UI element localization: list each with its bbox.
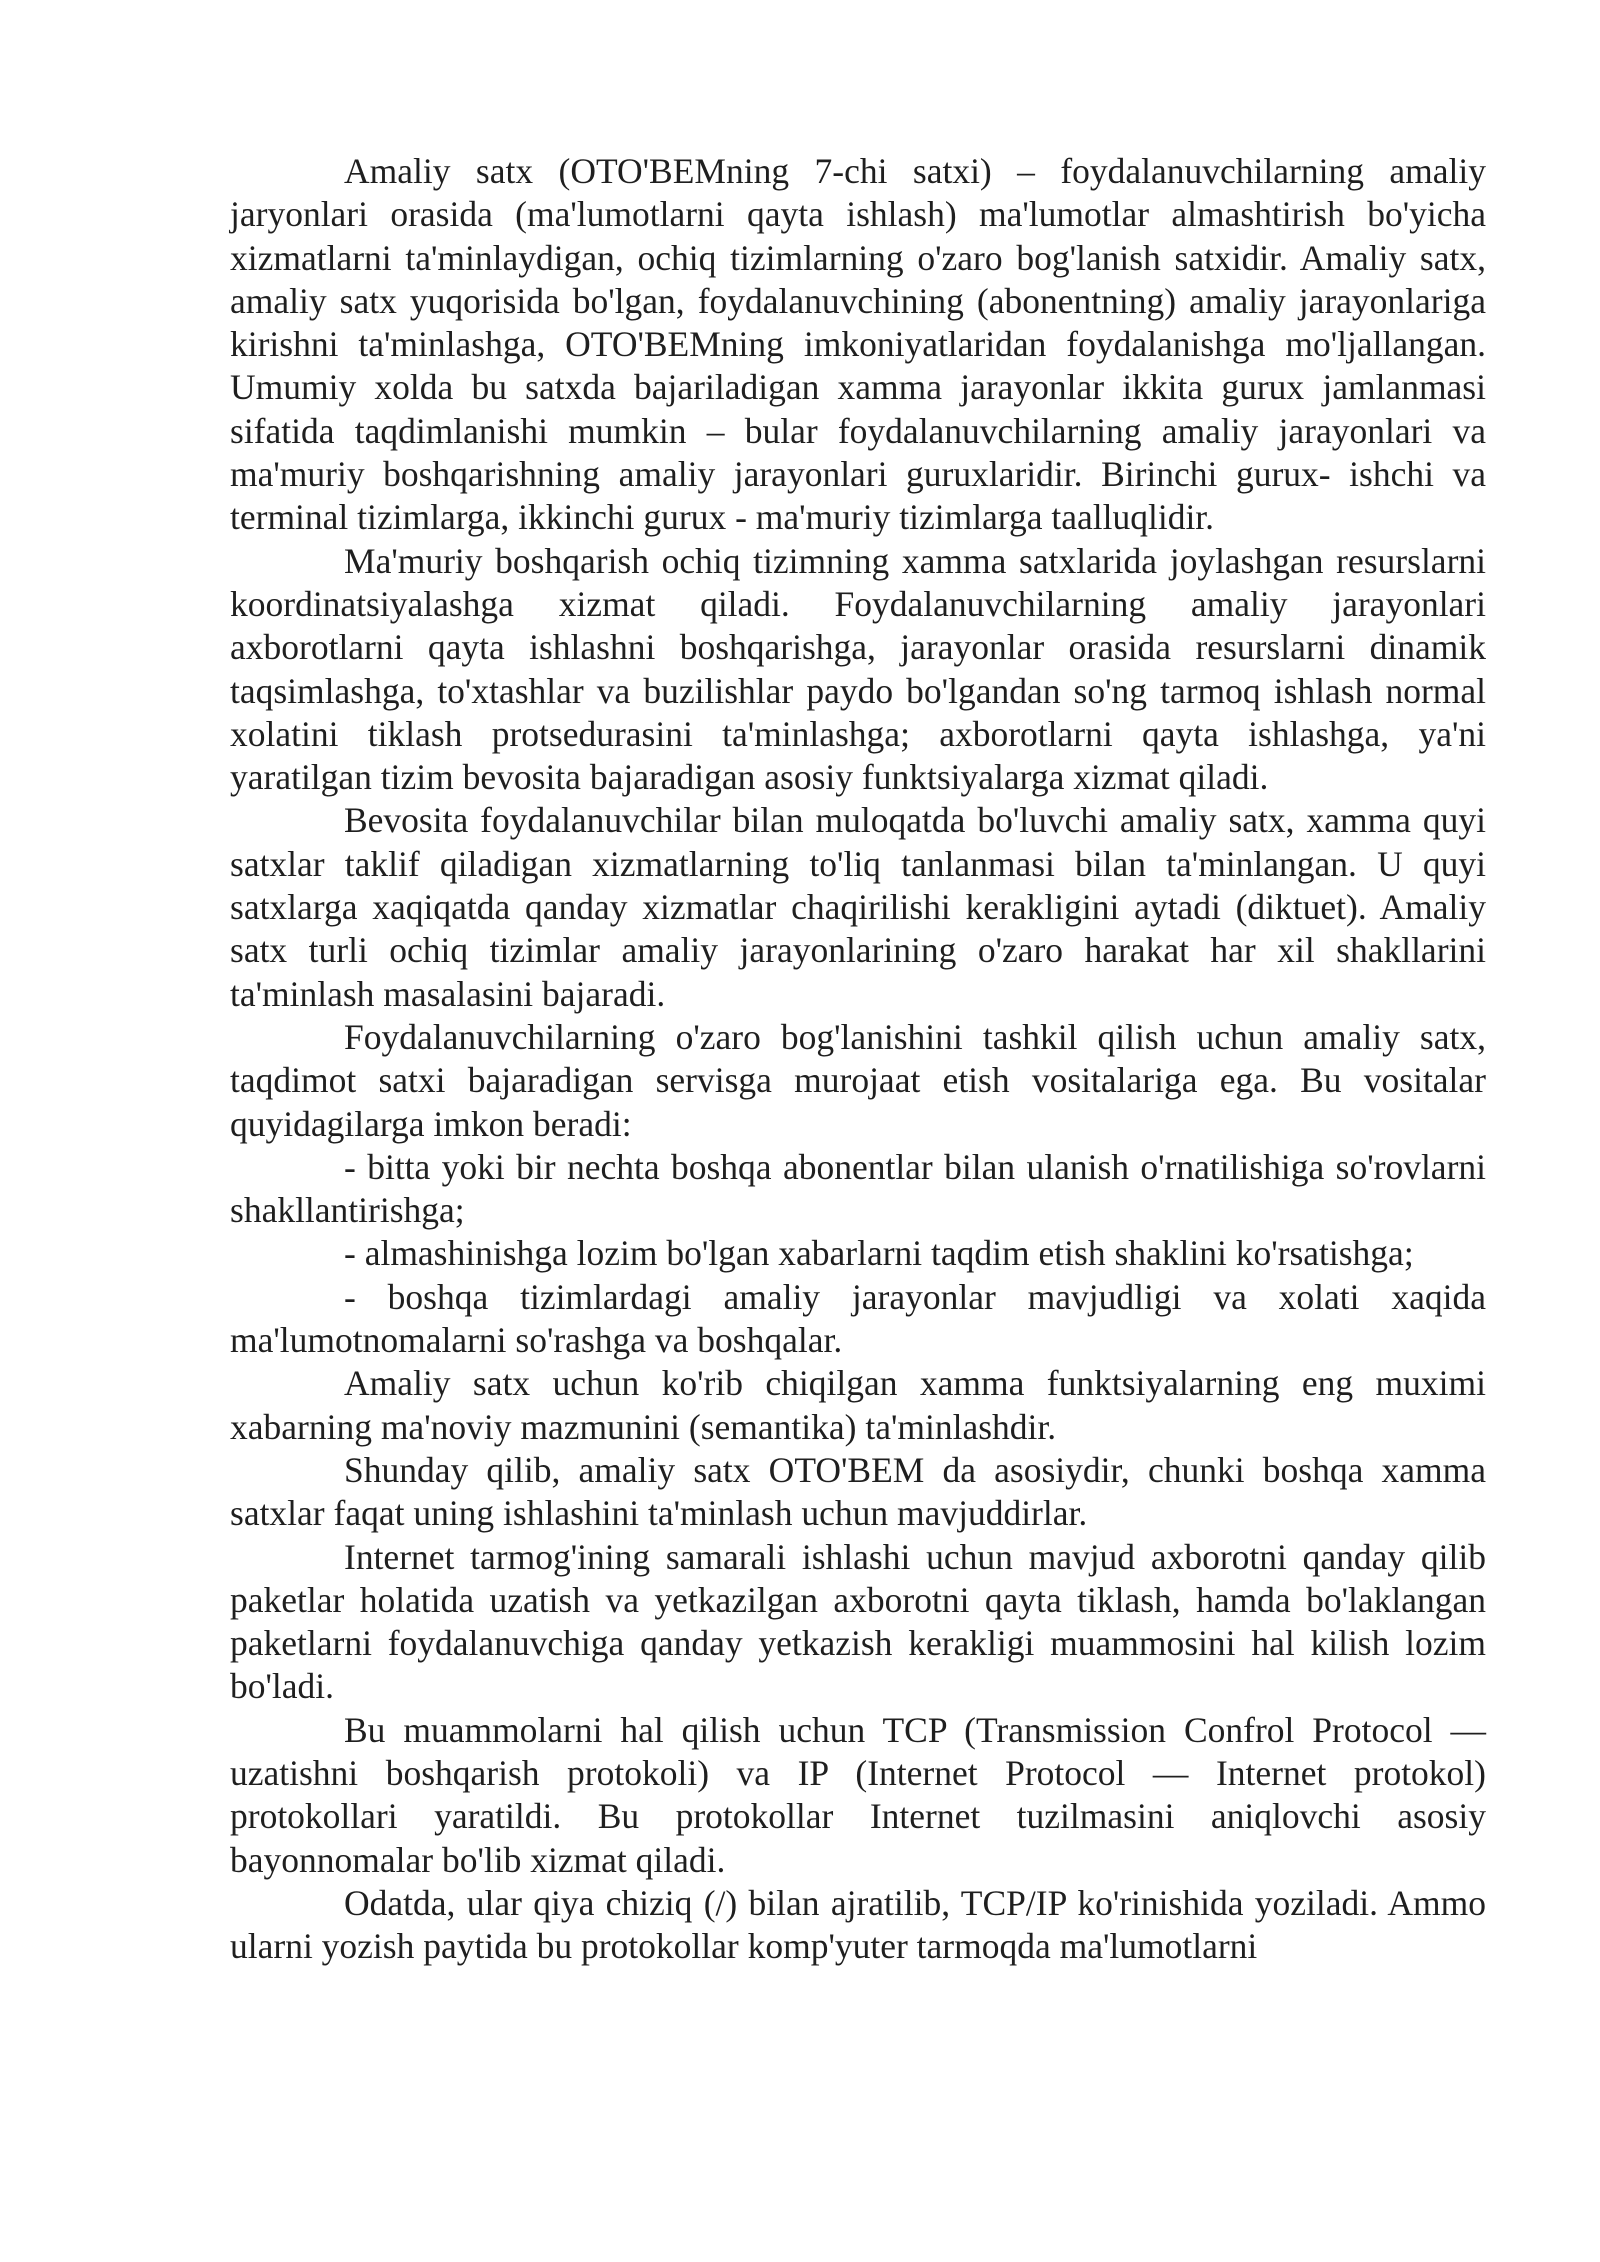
paragraph-semantics: Amaliy satx uchun ko'rib chiqilgan xamma funktsiyalarning eng muximi xabarning ma'noviy mazmunini (semantika) ta'minlashdir. [230,1363,1486,1447]
list-item-message-format: - almashinishga lozim bo'lgan xabarlarni taqdim etish shaklini ko'rsatishga; [344,1233,1414,1274]
paragraph-user-interaction: Bevosita foydalanuvchilar bilan muloqatda bo'luvchi amaliy satx, xamma quyi satxlar taklif qiladigan xizmatlarning to'liq tanlanmasi bilan ta'minlangan. U quyi satxlarga xaqiqatda qanday xizmatlar chaqirilishi kerakligini aytadi (diktuet). Amaliy satx turli ochiq tizimlar amaliy jarayonlarining o'zaro harakat har xil shakllarini ta'minlash masalasini bajaradi. [230,800,1486,1014]
paragraph-application-layer: Amaliy satx (OTO'BEMning 7-chi satxi) – foydalanuvchilarning amaliy jaryonlari orasida (ma'lumotlarni qayta ishlash) ma'lumotlar almashtirish bo'yicha xizmatlarni ta'minlaydigan, ochiq tizimlarning o'zaro bog'lanish satxidir. Amaliy satx, amaliy satx yuqorisida bo'lgan, foydalanuvchining (abonentning) amaliy jarayonlariga kirishni ta'minlashga, OTO'BEMning imkoniyatlaridan foydalanishga mo'ljallangan. Umumiy xolda bu satxda bajariladigan xamma jarayonlar ikkita gurux jamlanmasi sifatida taqdimlanishi mumkin – bular foydalanuvchilarning amaliy jarayonlari va ma'muriy boshqarishning amaliy jarayonlari guruxlaridir. Birinchi gurux- ishchi va terminal tizimlarga, ikkinchi gurux - ma'muriy tizimlarga taalluqlidir. [230,151,1486,538]
paragraph-tcp-ip: Bu muammolarni hal qilish uchun TCP (Transmission Confrol Protocol — uzatishni boshqarish protokoli) va IP (Internet Protocol — Internet protokol) protokollari yaratildi. Bu protokollar Internet tuzilmasini aniqlovchi asosiy bayonnomalar bo'lib xizmat qiladi. [230,1709,1486,1880]
list-item-process-status: - boshqa tizimlardagi amaliy jarayonlar mavjudligi va xolati xaqida ma'lumotnomalarni so'rashga va boshqalar. [230,1276,1486,1361]
paragraph-presentation-services: Foydalanuvchilarning o'zaro bog'lanishini tashkil qilish uchun amaliy satx, taqdimot satxi bajaradigan servisga murojaat etish vositalariga ega. Bu vositalar quyidagilarga imkon beradi: [230,1016,1486,1144]
paragraph-administrative-management: Ma'muriy boshqarish ochiq tizimning xamma satxlarida joylashgan resurslarni koordinatsiyalashga xizmat qiladi. Foydalanuvchilarning amaliy jarayonlari axborotlarni qayta ishlashni boshqarishga, jarayonlar orasida resurslarni dinamik taqsimlashga, to'xtashlar va buzilishlar paydo bo'lgandan so'ng tarmoq ishlash normal xolatini tiklash protsedurasini ta'minlashga; axborotlarni qayta ishlashga, ya'ni yaratilgan tizim bevosita bajaradigan asosiy funktsiyalarga xizmat qiladi. [230,540,1486,798]
document-body [230,150,1486,1968]
paragraph-internet-packets: Internet tarmog'ining samarali ishlashi uchun mavjud axborotni qanday qilib paketlar holatida uzatish va yetkazilgan axborotni qayta tiklash, hamda bo'laklangan paketlarni foydalanuvchiga qanday yetkazish kerakligi muammosini hal kilish lozim bo'ladi. [230,1536,1486,1707]
paragraph-conclusion: Shunday qilib, amaliy satx OTO'BEM da asosiydir, chunki boshqa xamma satxlar faqat uning ishlashini ta'minlash uchun mavjuddirlar. [230,1449,1486,1534]
list-item-connection-requests: - bitta yoki bir nechta boshqa abonentlar bilan ulanish o'rnatilishiga so'rovlarni shakllantirishga; [230,1146,1486,1231]
paragraph-tcp-ip-notation: Odatda, ular qiya chiziq (/) bilan ajratilib, TCP/IP ko'rinishida yoziladi. Ammo ularni yozish paytida bu protokollar komp'yuter tarmoqda ma'lumotlarni [230,1882,1486,1967]
